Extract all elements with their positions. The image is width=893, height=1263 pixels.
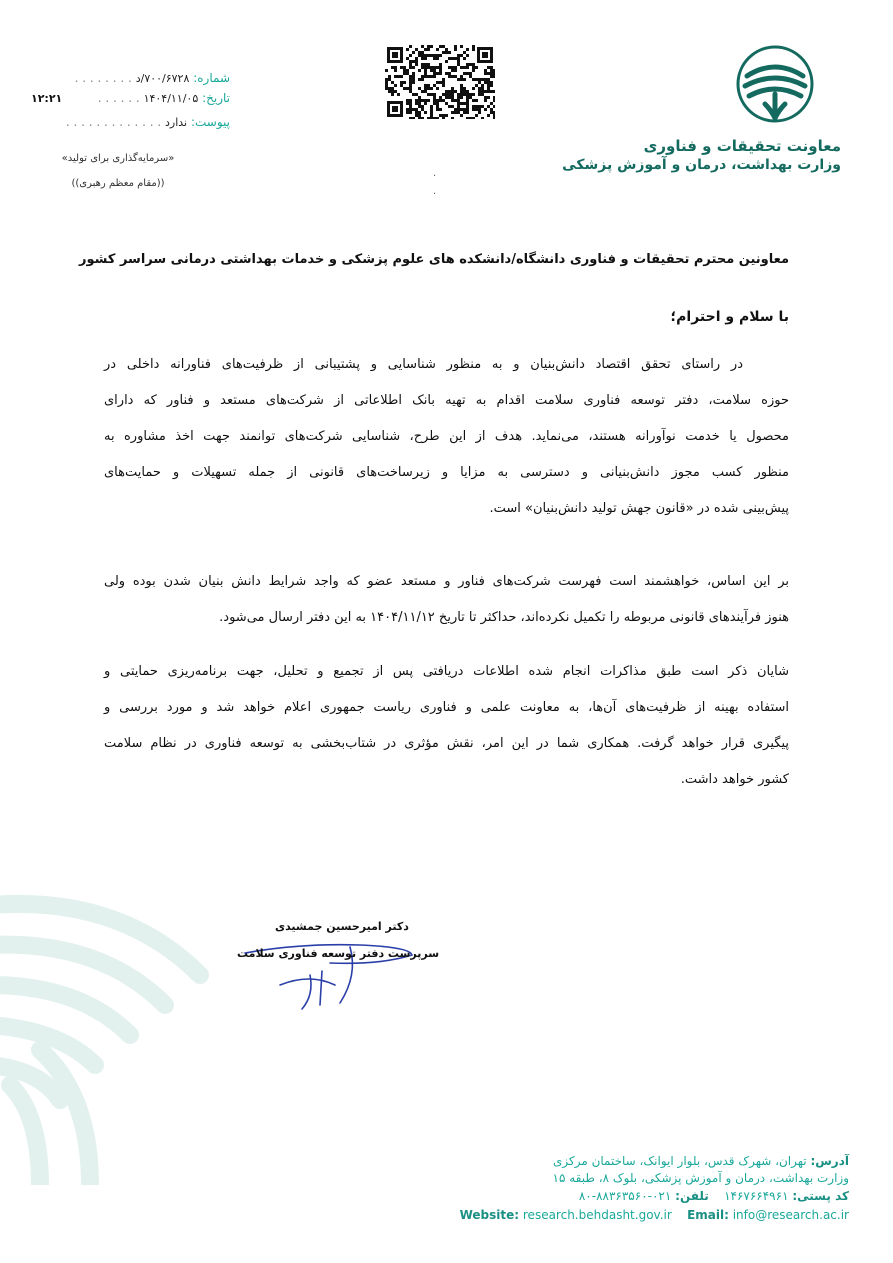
address-line1: تهران، شهرک قدس، بلوار ایوانک، ساختمان مرکزی bbox=[552, 1154, 807, 1168]
slogan-line1: «سرمایه‌گذاری برای تولید» bbox=[61, 153, 175, 164]
footer-address-line1 bbox=[553, 1154, 849, 1168]
footer-web-line bbox=[460, 1208, 849, 1222]
time-value: ۱۲:۲۱ bbox=[31, 92, 63, 105]
email-link[interactable]: info@research.ac.ir bbox=[732, 1208, 849, 1222]
phone-label: تلفن: bbox=[675, 1189, 709, 1203]
paragraph-line: استفاده بهینه از ظرفیت‌های آن‌ها، به معاونت علمی و فناوری ریاست جمهوری اعلام خواهد شد و مورد بررسی و bbox=[104, 700, 789, 715]
paragraph-line: منظور کسب مجوز دانش‌بنیانی و دسترسی به مزایا و زیرساخت‌های قانونی از جمله تسهیلات و حمایت‌های bbox=[104, 465, 789, 480]
handwritten-signature bbox=[240, 925, 420, 1015]
email-label: Email: bbox=[687, 1208, 729, 1222]
org-name-line2: وزارت بهداشت، درمان و آموزش پزشکی bbox=[562, 157, 841, 173]
postal-value: ۱۴۶۷۶۶۴۹۶۱ bbox=[724, 1189, 789, 1203]
postal-label: کد پستی: bbox=[792, 1189, 849, 1203]
dot-leader: . . . . . . . . bbox=[74, 71, 132, 85]
paragraph-line: در راستای تحقق اقتصاد دانش‌بنیان و به منظور شناسایی و پشتیبانی از ظرفیت‌های فناورانه داخلی در bbox=[104, 357, 743, 372]
paragraph-line: شایان ذکر است طبق مذاکرات انجام شده اطلاعات دریافتی پس از تجمیع و تحلیل، جهت برنامه‌ریزی حمایتی و bbox=[104, 664, 789, 679]
website-link[interactable]: research.behdasht.gov.ir bbox=[522, 1208, 672, 1222]
paragraph-line: محصول یا خدمت نوآورانه هستند، می‌نماید. هدف از این طرح، شناسایی شرکت‌های توانمند جهت اخذ مشاوره به bbox=[104, 429, 789, 444]
paragraph-line: حوزه سلامت، دفتر توسعه فناوری سلامت اقدام به تهیه بانک اطلاعاتی از شرکت‌های مستعد و فناور که دارای bbox=[104, 393, 789, 408]
paragraph-line: هنوز فرآیندهای قانونی مربوطه را تکمیل نکرده‌اند، حداکثر تا تاریخ ۱۴۰۴/۱۱/۱۲ به این دفتر ارسال می‌شود. bbox=[219, 610, 789, 625]
dot-leader: . . . . . . . . . . . . . bbox=[65, 115, 162, 129]
website-label: Website: bbox=[459, 1208, 520, 1222]
signer-name: دکتر امیرحسین جمشیدی bbox=[275, 920, 409, 933]
footer-address-line2: وزارت بهداشت، درمان و آموزش پزشکی، بلوک ۸، طبقه ۱۵ bbox=[552, 1171, 849, 1185]
slogan-line2: ((مقام معظم رهبری)) bbox=[71, 178, 165, 189]
date-label: تاریخ: bbox=[202, 91, 230, 105]
body-paragraph-1 bbox=[104, 347, 789, 527]
letter-number bbox=[45, 71, 230, 85]
address-label: آدرس: bbox=[810, 1154, 849, 1168]
paragraph-line: کشور خواهد داشت. bbox=[680, 772, 789, 787]
signer-title: سرپرست دفتر توسعه فناوری سلامت bbox=[237, 947, 440, 960]
phone-value: ۰۲۱-۸۸۳۶۳۵۶۰-۸۰ bbox=[578, 1189, 672, 1203]
paragraph-line: بر این اساس، خواهشمند است فهرست شرکت‌های فناور و مستعد عضو که واجد شرایط دانش بنیان شدن بوده ولی bbox=[104, 574, 789, 589]
number-value: ۷۰۰/۶۷۲۸/د bbox=[135, 72, 190, 85]
body-paragraph-2 bbox=[104, 564, 789, 636]
greeting: با سلام و احترام؛ bbox=[670, 309, 789, 325]
attachment-label: پیوست: bbox=[190, 115, 230, 129]
paragraph-line: پیش‌بینی شده در «قانون جهش تولید دانش‌بنیان» است. bbox=[489, 501, 789, 516]
number-label: شماره: bbox=[193, 71, 230, 85]
recipient-line: معاونین محترم تحقیقات و فناوری دانشگاه/دانشکده های علوم پزشکی و خدمات بهداشتی درمانی سراسر کشور bbox=[79, 252, 789, 267]
letter-attachment bbox=[45, 115, 230, 129]
attachment-value: ندارد bbox=[165, 116, 188, 129]
footer-contact-line bbox=[579, 1189, 849, 1203]
body-paragraph-3 bbox=[104, 654, 789, 798]
qr-code[interactable] bbox=[385, 45, 495, 119]
paragraph-line: پیگیری قرار خواهد گرفت. همکاری شما در این امر، نقش مؤثری در شتاب‌بخشی به توسعه فناوری در نظام سلامت bbox=[104, 736, 789, 751]
stray-dot: . bbox=[433, 168, 437, 179]
stray-dot: . bbox=[433, 186, 437, 197]
org-name-line1: معاونت تحقیقات و فناوری bbox=[643, 137, 841, 155]
dot-leader: . . . . . . bbox=[97, 91, 140, 105]
date-value: ۱۴۰۴/۱۱/۰۵ bbox=[143, 92, 199, 105]
